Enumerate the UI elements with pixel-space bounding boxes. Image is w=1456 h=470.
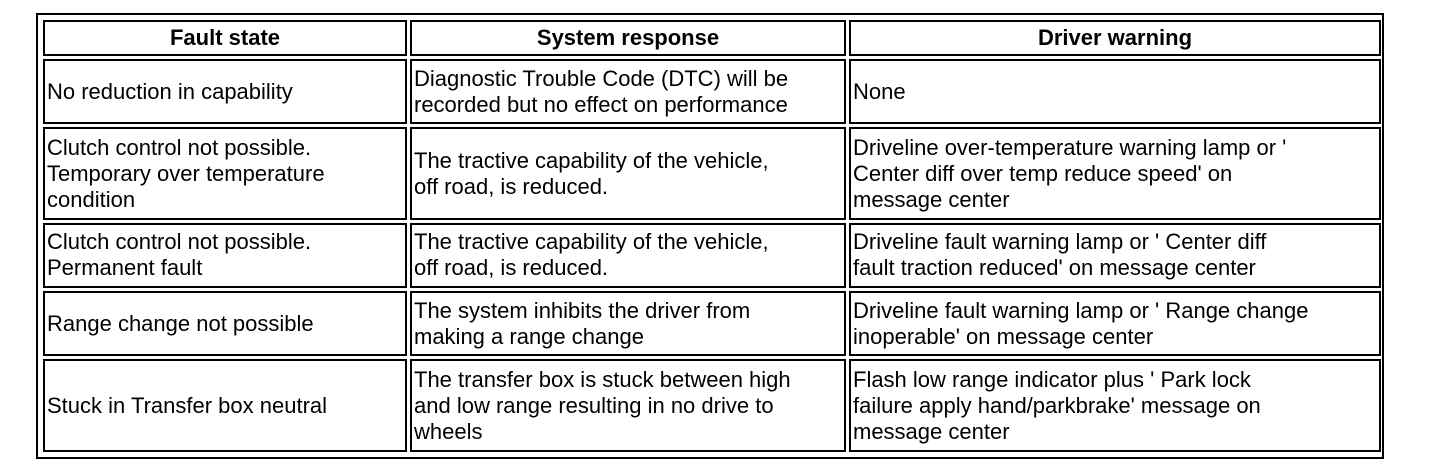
- fault-state-cell: [43, 127, 407, 220]
- header-row: [43, 20, 1381, 56]
- header-fault-state: Fault state: [43, 20, 407, 56]
- cell-text: Range change not possible: [47, 310, 314, 336]
- driver-warning-cell: [849, 223, 1381, 288]
- table-frame: [36, 13, 1384, 459]
- cell-text: Driveline fault warning lamp or ' Center diff fault traction reduced' on message center: [853, 229, 1267, 281]
- cell-text: The transfer box is stuck between high and low range resulting in no drive to wheels: [414, 366, 791, 444]
- cell-text: None: [853, 78, 906, 104]
- system-response-cell: [410, 59, 846, 124]
- header-system-response: System response: [410, 20, 846, 56]
- cell-text: The tractive capability of the vehicle, off road, is reduced.: [414, 229, 769, 281]
- cell-text: The system inhibits the driver from making a range change: [414, 297, 751, 349]
- fault-table: [40, 17, 1384, 455]
- system-response-cell: [410, 359, 846, 452]
- cell-text: Clutch control not possible. Temporary over temperature condition: [47, 134, 325, 212]
- table-row: [43, 223, 1381, 288]
- driver-warning-cell: [849, 359, 1381, 452]
- cell-text: Driveline fault warning lamp or ' Range change inoperable' on message center: [853, 297, 1309, 349]
- table-row: [43, 359, 1381, 452]
- cell-text: Driveline over-temperature warning lamp or ' Center diff over temp reduce speed' on message center: [853, 134, 1287, 212]
- system-response-cell: [410, 223, 846, 288]
- fault-state-cell: [43, 223, 407, 288]
- system-response-cell: [410, 127, 846, 220]
- fault-state-cell: [43, 359, 407, 452]
- header-driver-warning: Driver warning: [849, 20, 1381, 56]
- cell-text: Stuck in Transfer box neutral: [47, 392, 328, 418]
- table-row: [43, 59, 1381, 124]
- table-row: [43, 127, 1381, 220]
- cell-text: Flash low range indicator plus ' Park lock failure apply hand/parkbrake' message on message center: [853, 366, 1261, 444]
- cell-text: Diagnostic Trouble Code (DTC) will be recorded but no effect on performance: [414, 65, 789, 117]
- cell-text: No reduction in capability: [47, 78, 293, 104]
- fault-state-cell: [43, 59, 407, 124]
- fault-state-cell: [43, 291, 407, 356]
- driver-warning-cell: [849, 59, 1381, 124]
- driver-warning-cell: [849, 127, 1381, 220]
- table-row: [43, 291, 1381, 356]
- cell-text: Clutch control not possible. Permanent fault: [47, 229, 312, 281]
- driver-warning-cell: [849, 291, 1381, 356]
- cell-text: The tractive capability of the vehicle, off road, is reduced.: [414, 147, 769, 199]
- system-response-cell: [410, 291, 846, 356]
